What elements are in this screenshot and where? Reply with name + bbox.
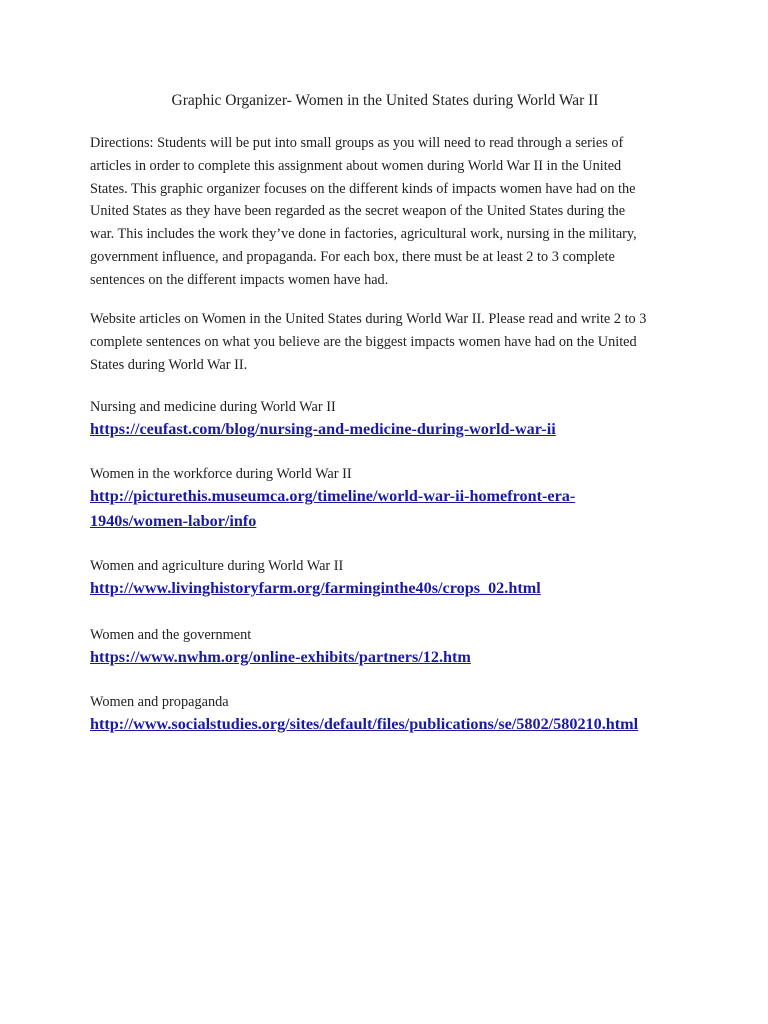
section-label: Women and agriculture during World War II	[90, 558, 344, 574]
article-link-workforce-continued[interactable]: 1940s/women-labor/info	[90, 512, 257, 530]
intro-line: States during World War II.	[90, 356, 248, 373]
directions-line: United States as they have been regarded as the secret weapon of the United States during the	[90, 203, 626, 220]
intro-line: complete sentences on what you believe are the biggest impacts women have had on the United	[90, 333, 637, 350]
intro-paragraph	[90, 308, 680, 376]
section-label: Women in the workforce during World War II	[90, 466, 352, 482]
article-link-workforce[interactable]: http://picturethis.museumca.org/timeline/world-war-ii-homefront-era-	[90, 487, 576, 505]
section-label: Women and propaganda	[90, 694, 229, 710]
document-title: Graphic Organizer- Women in the United States during World War II	[171, 92, 599, 109]
directions-line: articles in order to complete this assignment about women during World War II in the United	[90, 157, 622, 174]
directions-paragraph	[90, 132, 680, 292]
article-link-propaganda[interactable]: http://www.socialstudies.org/sites/default/files/publications/se/5802/580210.html	[90, 715, 639, 733]
directions-line: States. This graphic organizer focuses on the different kinds of impacts women have had on the	[90, 180, 636, 197]
section-workforce	[90, 464, 690, 534]
section-nursing	[90, 397, 690, 442]
section-label: Nursing and medicine during World War II	[90, 399, 336, 415]
section-propaganda	[90, 692, 690, 737]
directions-line: Directions: Students will be put into small groups as you will need to read through a series of	[90, 135, 624, 151]
directions-line: sentences on the different impacts women have had.	[90, 271, 389, 288]
article-link-nursing[interactable]: https://ceufast.com/blog/nursing-and-medicine-during-world-war-ii	[90, 420, 556, 438]
article-link-agriculture[interactable]: http://www.livinghistoryfarm.org/farminginthe40s/crops_02.html	[90, 579, 541, 597]
section-label: Women and the government	[90, 627, 252, 643]
section-agriculture	[90, 556, 690, 601]
intro-line: Website articles on Women in the United States during World War II. Please read and write 2 to 3	[90, 311, 647, 327]
directions-line: war. This includes the work they’ve done in factories, agricultural work, nursing in the military,	[90, 226, 637, 243]
article-link-government[interactable]: https://www.nwhm.org/online-exhibits/partners/12.htm	[90, 648, 471, 666]
section-government	[90, 625, 690, 670]
directions-line: government influence, and propaganda. For each box, there must be at least 2 to 3 complete	[90, 248, 615, 265]
